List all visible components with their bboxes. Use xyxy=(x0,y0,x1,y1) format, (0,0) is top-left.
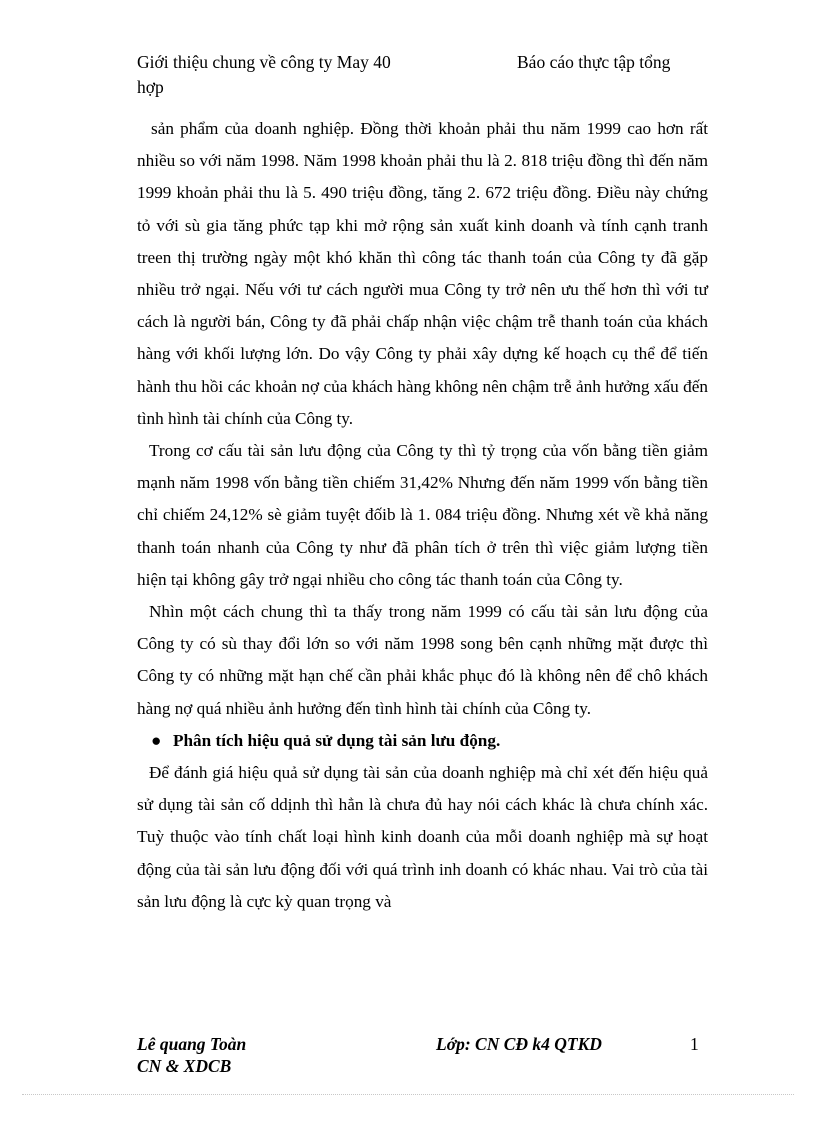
paragraph-cash-structure: Trong cơ cấu tài sản lưu động của Công ty thì tỷ trọng của vốn bằng tiền giảm mạnh năm 1998 vốn bằng tiền chiếm 31,42% Nhưng đến năm 1999 vốn bằng tiền chỉ chiếm 24,12% sè giảm tuyệt đốib là 1. 084 triệu đồng. Nhưng xét về khả năng thanh toán nhanh của Công ty như đã phân tích ở trên thì việc giảm lượng tiền hiện tại không gây trở ngại nhiều cho công tác thanh toán của Công ty. xyxy=(137,441,708,589)
header-continuation: hợp xyxy=(137,77,164,97)
paragraph-efficiency: Để đánh giá hiệu quả sử dụng tài sản của doanh nghiệp mà chỉ xét đến hiệu quả sử dụng tài sản cố ddịnh thì hẳn là chưa đủ hay nói cách khác là chưa chính xác. Tuỳ thuộc vào tính chất loại hình kinh doanh của mỗi doanh nghiệp mà sự hoạt động của tài sản lưu động đối với quá trình inh doanh có khác nhau. Vai trò của tài sản lưu động là cực kỳ quan trọng và xyxy=(137,763,708,911)
document-body xyxy=(137,113,708,918)
page-bottom-divider xyxy=(22,1094,794,1095)
page-number: 1 xyxy=(690,1034,699,1054)
footer-author: Lê quang Toàn xyxy=(137,1034,247,1054)
header-left-title: Giới thiệu chung về công ty May 40 xyxy=(137,52,391,72)
paragraph-overview: Nhìn một cách chung thì ta thấy trong năm 1999 có cấu tài sản lưu động của Công ty có sù thay đổi lớn so với năm 1998 song bên cạnh những mặt được thì Công ty có những mặt hạn chế cần phải khắc phục đó là không nên để chô khách hàng nợ quá nhiều ảnh hưởng đến tình hình tài chính của Công ty. xyxy=(137,602,708,718)
section-heading-text: Phân tích hiệu quả sử dụng tài sản lưu động. xyxy=(173,730,501,750)
footer-class: Lớp: CN CĐ k4 QTKD xyxy=(436,1034,602,1054)
paragraph-receivables: sản phẩm của doanh nghiệp. Đồng thời khoản phải thu năm 1999 cao hơn rất nhiều so với năm 1998. Năm 1998 khoản phải thu là 2. 818 triệu đồng thì đến năm 1999 khoản phải thu là 5. 490 triệu đồng, tăng 2. 672 triệu đồng. Điều này chứng tỏ với sù gia tăng phức tạp khi mở rộng sản xuất kinh doanh và tính cạnh tranh treen thị trường ngày một khó khăn thì công tác thanh toán của Công ty đã gặp nhiều trở ngại. Nếu với tư cách người mua Công ty trở nên ưu thế hơn thì với tư cách là người bán, Công ty đã phải chấp nhận việc chậm trễ thanh toán của khách hàng với khối lượng lớn. Do vậy Công ty phải xây dựng kế hoạch cụ thể để tiến hành thu hồi các khoản nợ của khách hàng không nên chậm trễ ảnh hưởng xấu đến tình hình tài chính của Công ty. xyxy=(137,119,708,428)
section-heading-bullet xyxy=(137,725,708,757)
page-header xyxy=(137,50,707,100)
page-footer xyxy=(137,1033,707,1077)
header-right-title: Báo cáo thực tập tổng xyxy=(517,52,671,72)
bullet-dot-icon: ● xyxy=(151,730,162,750)
footer-department: CN & XDCB xyxy=(137,1056,232,1076)
